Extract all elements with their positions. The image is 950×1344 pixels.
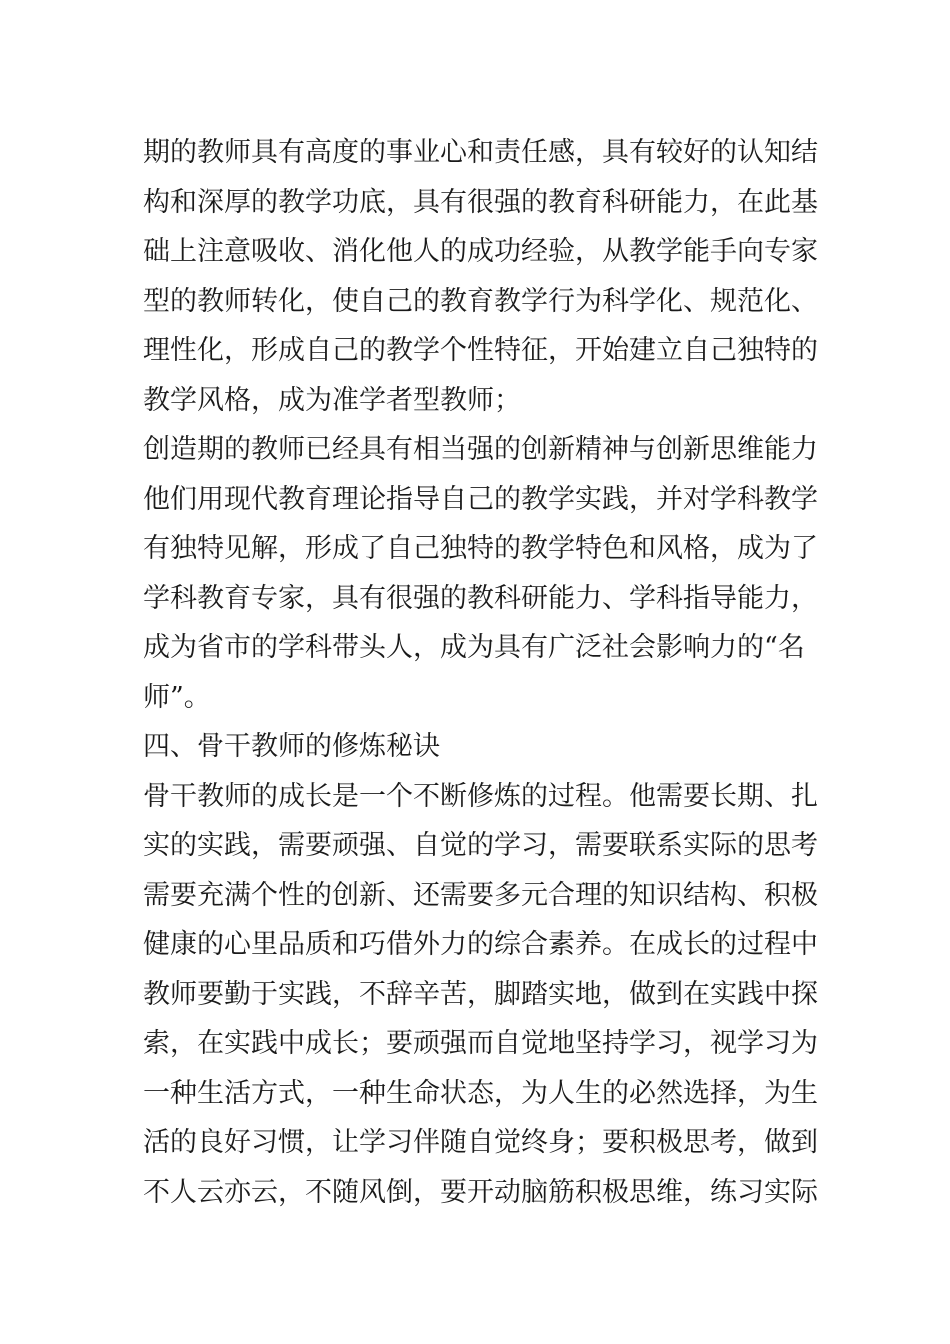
text-line: 师”。 xyxy=(143,681,211,713)
text-line: 健康的心里品质和巧借外力的综合素养。在成长的过程中 xyxy=(143,929,818,960)
text-line: 需要充满个性的创新、还需要多元合理的知识结构、积极 xyxy=(143,879,818,911)
section-heading: 四、骨干教师的修炼秘诀 xyxy=(143,731,440,762)
text-line: 构和深厚的教学功底，具有很强的教育科研能力，在此基 xyxy=(143,186,818,218)
text-line: 实的实践，需要顽强、自觉的学习，需要联系实际的思考 xyxy=(143,830,818,861)
text-line: 理性化，形成自己的教学个性特征，开始建立自己独特的 xyxy=(143,335,818,366)
text-line: 教师要勤于实践，不辞辛苦，脚踏实地，做到在实践中探 xyxy=(143,978,818,1010)
text-line: 成为省市的学科带头人，成为具有广泛社会影响力的“名 xyxy=(143,632,805,663)
text-line: 期的教师具有高度的事业心和责任感，具有较好的认知结 xyxy=(143,137,818,168)
text-line: 创造期的教师已经具有相当强的创新精神与创新思维能力 xyxy=(143,434,818,465)
text-line: 不人云亦云，不随风倒，要开动脑筋积极思维，练习实际 xyxy=(143,1176,818,1208)
text-line: 活的良好习惯，让学习伴随自觉终身；要积极思考，做到 xyxy=(143,1127,818,1158)
body-text xyxy=(143,128,823,1217)
text-line: 础上注意吸收、消化他人的成功经验，从教学能手向专家 xyxy=(143,236,818,267)
text-line: 型的教师转化，使自己的教育教学行为科学化、规范化、 xyxy=(143,285,818,317)
text-line: 索，在实践中成长；要顽强而自觉地坚持学习，视学习为 xyxy=(143,1028,818,1059)
text-line: 他们用现代教育理论指导自己的教学实践，并对学科教学 xyxy=(143,483,818,515)
text-line: 教学风格，成为准学者型教师； xyxy=(143,384,521,416)
text-line: 学科教育专家，具有很强的教科研能力、学科指导能力， xyxy=(143,582,818,614)
text-line: 有独特见解，形成了自己独特的教学特色和风格，成为了 xyxy=(143,533,818,564)
text-line: 骨干教师的成长是一个不断修炼的过程。他需要长期、扎 xyxy=(143,780,818,812)
text-line: 一种生活方式，一种生命状态，为人生的必然选择，为生 xyxy=(143,1077,818,1109)
